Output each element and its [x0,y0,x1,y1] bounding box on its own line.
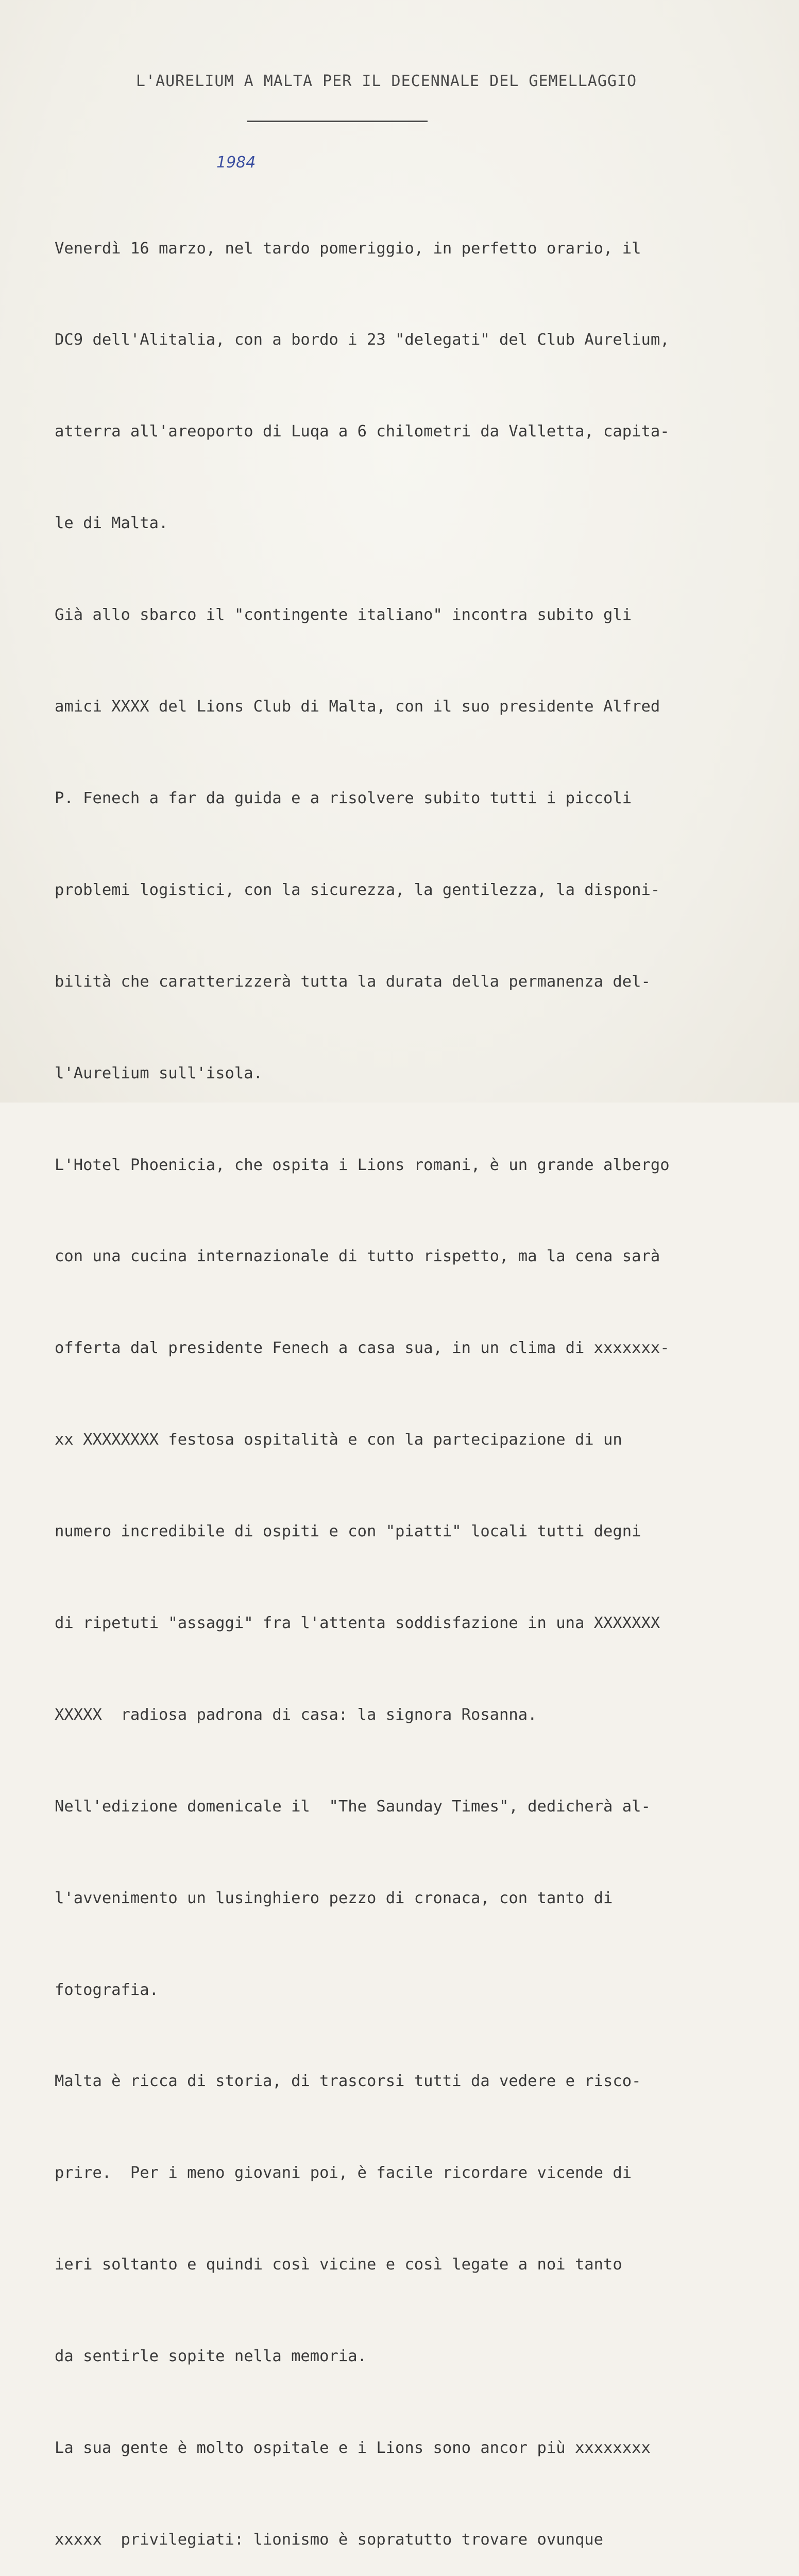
document-body [55,172,745,2576]
text-line: l'Aurelium sull'isola. [55,1064,263,1082]
text-line: XXXXX radiosa padrona di casa: la signora Rosanna. [55,1705,537,1724]
text-line: La sua gente è molto ospitale e i Lions sono ancor più xxxxxxxx [55,2438,651,2457]
text-line: Malta è ricca di storia, di trascorsi tutti da vedere e risco- [55,2072,641,2091]
text-line: Venerdì 16 marzo, nel tardo pomeriggio, in perfetto orario, il [55,239,641,258]
text-line: Nell'edizione domenicale il "The Saunday Times", dedicherà al- [55,1797,651,1816]
text-line: problemi logistici, con la sicurezza, la gentilezza, la disponi- [55,880,660,899]
text-line: numero incredibile di ospiti e con "piatti" locali tutti degni [55,1522,641,1541]
text-line: atterra all'areoporto di Luqa a 6 chilometri da Valletta, capita- [55,422,670,441]
text-line: xxxxx privilegiati: lionismo è sopratutto trovare ovunque [55,2530,604,2549]
text-line: DC9 dell'Alitalia, con a bordo i 23 "delegati" del Club Aurelium, [55,331,670,349]
handwritten-year-annotation: 1984 [216,154,256,172]
text-line: l'avvenimento un lusinghiero pezzo di cronaca, con tanto di [55,1889,613,1907]
title-underline [247,121,428,122]
text-line: bilità che caratterizzerà tutta la durata della permanenza del- [55,972,651,991]
text-line: xx XXXXXXXX festosa ospitalità e con la partecipazione di un [55,1431,622,1449]
document-title: L'AURELIUM A MALTA PER IL DECENNALE DEL GEMELLAGGIO [135,72,637,90]
text-line: prire. Per i meno giovani poi, è facile ricordare vicende di [55,2164,632,2182]
text-line: le di Malta. [55,514,168,533]
text-line: da sentirle sopite nella memoria. [55,2347,367,2366]
text-line: amici XXXX del Lions Club di Malta, con il suo presidente Alfred [55,698,660,716]
text-line: Già allo sbarco il "contingente italiano" incontra subito gli [55,606,632,624]
text-line: ieri soltanto e quindi così vicine e così legate a noi tanto [55,2256,622,2274]
text-line: L'Hotel Phoenicia, che ospita i Lions romani, è un grande albergo [55,1156,670,1174]
text-line: offerta dal presidente Fenech a casa sua, in un clima di xxxxxxx- [55,1339,670,1358]
text-line: fotografia. [55,1980,159,1999]
text-line: di ripetuti "assaggi" fra l'attenta soddisfazione in una XXXXXXX [55,1614,660,1632]
text-line: P. Fenech a far da guida e a risolvere subito tutti i piccoli [55,789,632,807]
text-line: con una cucina internazionale di tutto rispetto, ma la cena sarà [55,1247,660,1266]
